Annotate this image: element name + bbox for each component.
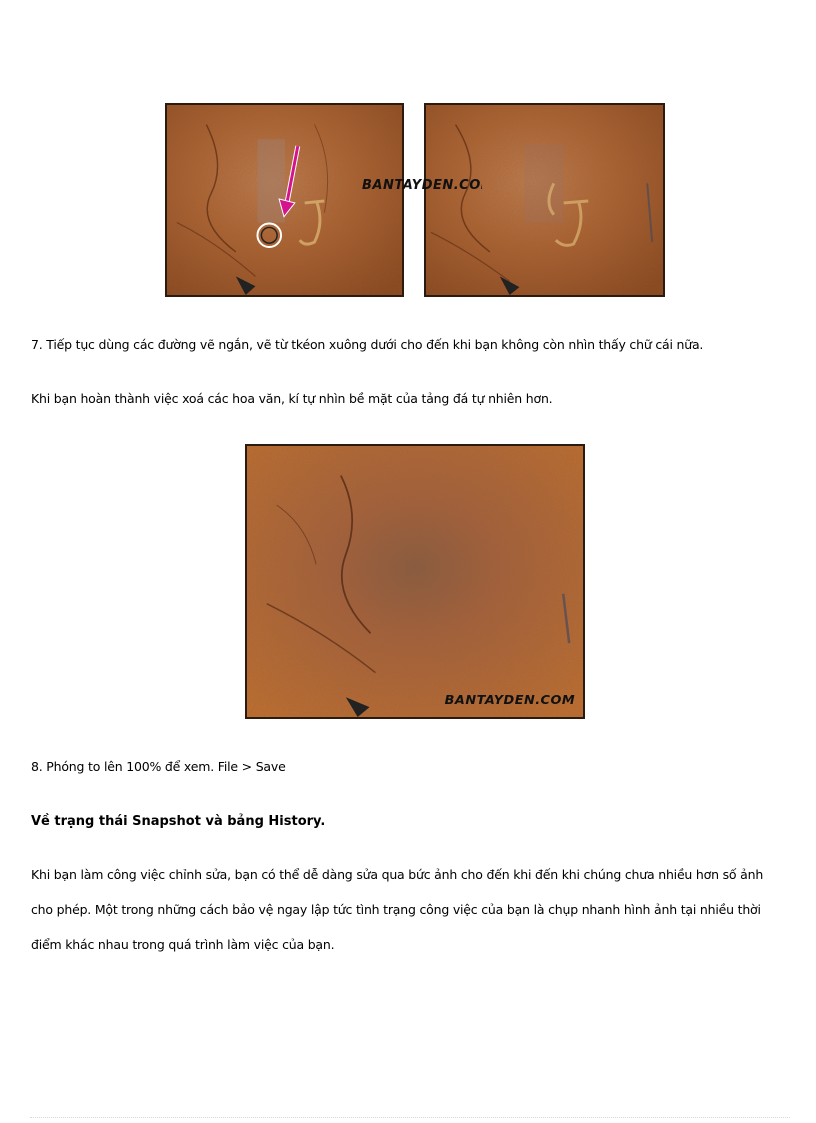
rock-photo-after bbox=[245, 444, 585, 719]
watermark-top bbox=[362, 176, 482, 192]
step8-text: 8. Phóng to lên 100% để xem. File > Save bbox=[31, 759, 286, 774]
watermark-bottom-text: BANTAYDEN.COM bbox=[444, 693, 576, 709]
section-heading: Về trạng thái Snapshot và bảng History. bbox=[31, 814, 326, 829]
step7-result-text: Khi bạn hoàn thành việc xoá các hoa văn, kí tự nhìn bề mặt của tảng đá tự nhiên hơn. bbox=[31, 391, 553, 406]
rock-photo-progress bbox=[424, 103, 665, 297]
rock-photo-before bbox=[165, 103, 404, 297]
step7-text: 7. Tiếp tục dùng các đường vẽ ngắn, vẽ từ tkéon xuông dưới cho đến khi bạn không còn nhìn thấy chữ cái nữa. bbox=[31, 337, 704, 352]
section-paragraph: Khi bạn làm công việc chỉnh sửa, bạn có thể dễ dàng sửa qua bức ảnh cho đến khi đến khi chúng chưa nhiều hơn số ảnh cho phép. Một trong những cách bảo vệ ngay lập tức tình trạng công việc của bạn là chụp nhanh hình ảnh tại nhiều thời điểm khác nhau trong quá trình làm việc của bạn. bbox=[31, 867, 764, 952]
watermark-top-text: BANTAYDEN.COM bbox=[362, 178, 482, 192]
page-divider bbox=[30, 1117, 790, 1118]
